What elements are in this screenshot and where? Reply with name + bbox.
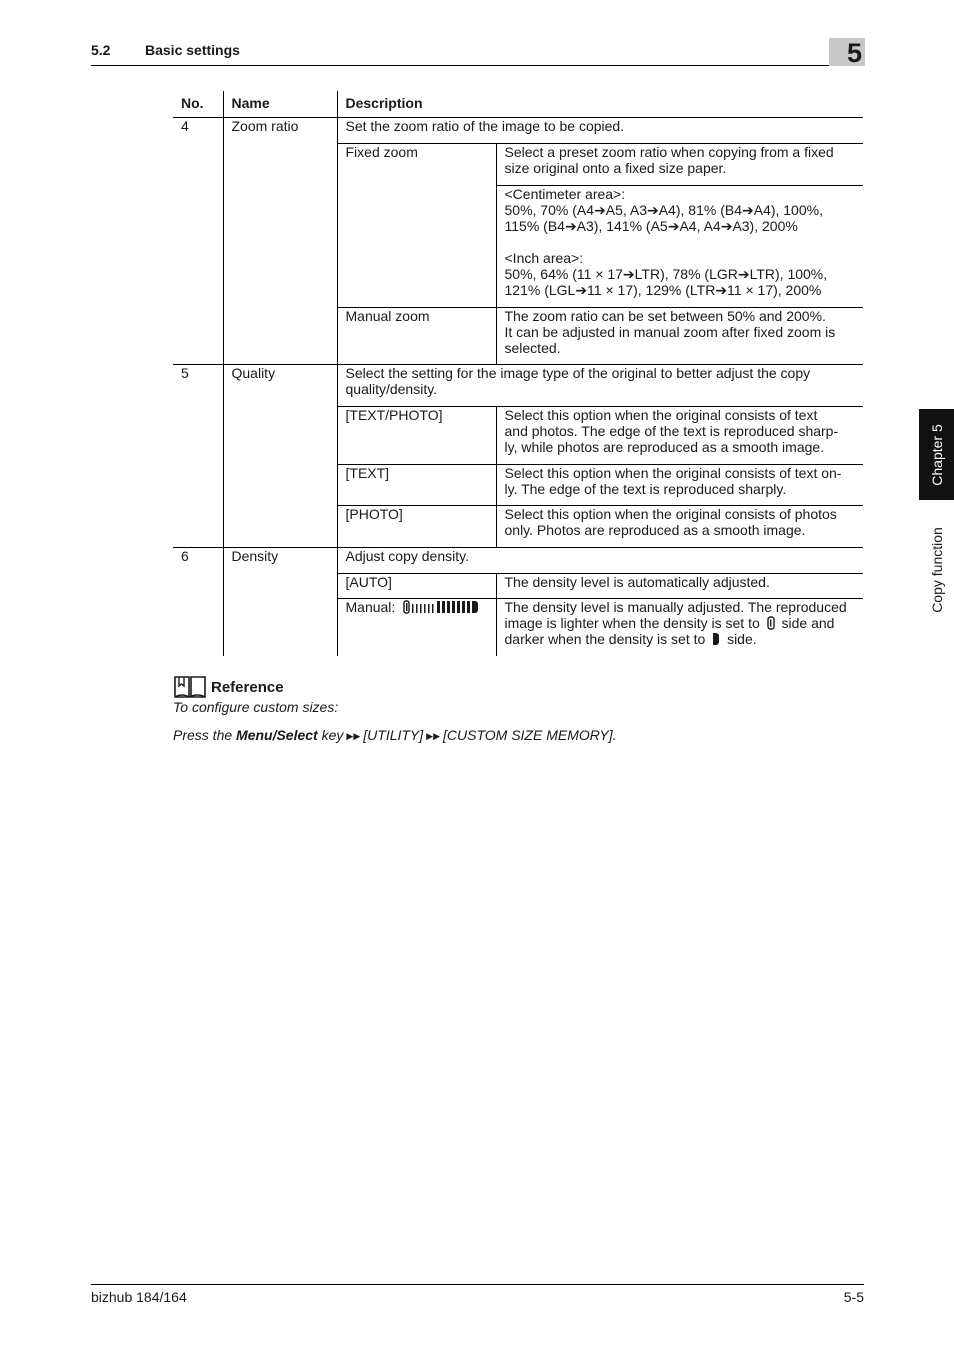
table-row bbox=[173, 117, 863, 143]
row-no: 6 bbox=[181, 547, 189, 564]
sub-label: Manual zoom bbox=[337, 307, 496, 364]
chapter-tab-label: Chapter 5 bbox=[928, 423, 945, 486]
sub-label: [PHOTO] bbox=[337, 505, 496, 547]
sub-description: Select this option when the original consists of text and photos. The edge of the text is reproduced sharp- ly, while photos are reproduced as a smooth image. bbox=[496, 406, 863, 464]
settings-table bbox=[173, 91, 863, 656]
page-header bbox=[91, 40, 864, 66]
row-name: Quality bbox=[223, 364, 337, 547]
row-description: Adjust copy density. bbox=[337, 547, 863, 573]
sub-description: The density level is manually adjusted. The reproduced image is lighter when the density is set to side and darker when the density is set to side. bbox=[496, 598, 863, 656]
chapter-badge: 5 bbox=[829, 38, 865, 66]
row-description: Select the setting for the image type of the original to better adjust the copy quality/density. bbox=[337, 364, 863, 406]
table-row bbox=[173, 364, 863, 406]
header-name: Name bbox=[223, 91, 337, 117]
footer-model: bizhub 184/164 bbox=[91, 1289, 187, 1305]
double-arrow-icon: ▶▶ bbox=[426, 731, 441, 741]
book-icon bbox=[173, 674, 207, 700]
manual-label: Manual: bbox=[345, 598, 396, 615]
section-title: Basic settings bbox=[145, 42, 240, 58]
density-scale-icon bbox=[403, 599, 479, 615]
sub-label bbox=[337, 598, 496, 656]
double-arrow-icon: ▶▶ bbox=[346, 731, 361, 741]
sub-description: Select this option when the original consists of text on- ly. The edge of the text is reproduced sharply. bbox=[496, 464, 863, 505]
sub-label: [TEXT/PHOTO] bbox=[337, 406, 496, 464]
section-number: 5.2 bbox=[91, 42, 111, 58]
key-name: Menu/Select bbox=[236, 727, 318, 743]
dark-density-icon bbox=[709, 632, 723, 646]
footer-page-number: 5-5 bbox=[843, 1289, 864, 1305]
sub-description: Select this option when the original consists of photos only. Photos are reproduced as a smooth image. bbox=[496, 505, 863, 547]
function-tab bbox=[919, 510, 954, 630]
row-no: 5 bbox=[173, 364, 223, 547]
sub-label: [TEXT] bbox=[337, 464, 496, 505]
row-description: Set the zoom ratio of the image to be copied. bbox=[337, 117, 863, 143]
sub-description: The density level is automatically adjusted. bbox=[496, 573, 863, 598]
reference-instruction: Press the Menu/Select key ▶▶ [UTILITY] ▶▶ [CUSTOM SIZE MEMORY]. bbox=[173, 727, 617, 743]
reference-title: Reference bbox=[211, 678, 284, 696]
sub-description: The zoom ratio can be set between 50% and 200%. It can be adjusted in manual zoom after fixed zoom is selected. bbox=[496, 307, 863, 364]
row-no: 4 bbox=[173, 117, 223, 364]
chapter-tab[interactable] bbox=[919, 409, 954, 500]
header-description: Description bbox=[337, 91, 863, 117]
table-header-row bbox=[173, 91, 863, 117]
sub-label: [AUTO] bbox=[337, 573, 496, 598]
page-footer bbox=[91, 1284, 864, 1305]
row-name: Zoom ratio bbox=[223, 117, 337, 364]
table-row bbox=[173, 547, 863, 573]
function-tab-label: Copy function bbox=[928, 527, 945, 613]
reference-text: To configure custom sizes: bbox=[173, 699, 339, 715]
light-density-icon bbox=[764, 616, 778, 630]
row-name: Density bbox=[223, 547, 337, 656]
sub-description: Select a preset zoom ratio when copying from a fixed size original onto a fixed size paper. bbox=[496, 143, 863, 185]
reference-block bbox=[173, 674, 863, 743]
sub-description: <Centimeter area>: 50%, 70% (A4➔A5, A3➔A4), 81% (B4➔A4), 100%, 115% (B4➔A3), 141% (A5➔A4, A4➔A3), 200% <Inch area>: 50%, 64% (11 × 17➔LTR), 78% (LGR➔LTR), 100%, 121% (LGL➔11 × 17), 129% (LTR➔11 × 17), 200% bbox=[496, 185, 863, 307]
sub-label: Fixed zoom bbox=[337, 143, 496, 307]
header-no: No. bbox=[173, 91, 223, 117]
